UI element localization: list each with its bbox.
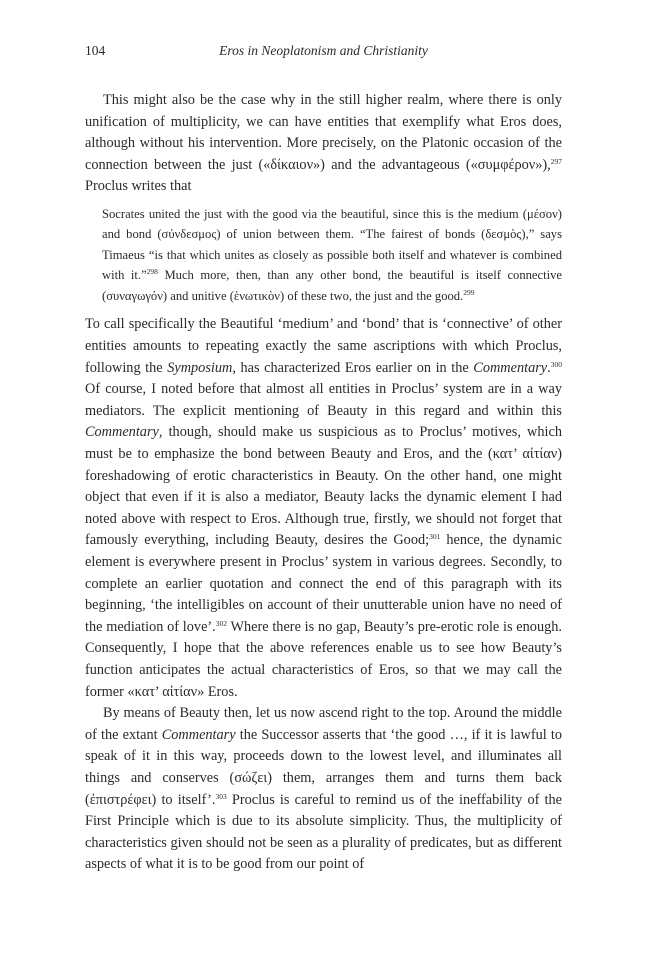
- footnote-ref-303[interactable]: 303: [215, 791, 227, 801]
- paragraph-2: To call specifically the Beautiful ‘medium’ and ‘bond’ that is ‘connective’ of other entities amounts to repeating exactly the same ascriptions with which Proclus, following the Symposium, has characterized Eros earlier on in the Commentary.$^{300}$ Of course, I noted before that almost all entities in Proclus’ system are in a way mediators. The explicit mentioning of Beauty in this regard and within this Commentary, though, should make us suspicious as to Proclus’ motives, which must be to emphasize the bond between Beauty and Eros, and the (κατ’ αἰτίαν) foreshadowing of erotic characteristics in Beauty. On the other hand, one might object that even if it is also a mediator, Beauty lacks the dynamic element I had noted above with respect to Eros. Although true, firstly, we should not forget that famously everything, including Beauty, desires the Good;$^{301}$ hence, the dynamic element is everywhere present in Proclus’ system in various degrees. Secondly, to complete an earlier quotation and connect the end of this paragraph with its beginning, ‘the intelligibles on account of their unutterable union have no need of the mediation of love’.$^{302}$ Where there is no gap, Beauty’s pre-erotic role is enough. Consequently, I hope that the above references enable us to see how Beauty’s function anticipates the actual characteristics of Eros, so that we may call the former «κατ’ αἰτίαν» Eros.: [85, 316, 563, 700]
- paragraph-1: This might also be the case why in the still higher realm, where there is only unification of multiplicity, we can have entities that exemplify what Eros does, although without his intervention. More precisely, on the Platonic occasion of the connection between the just («δίκαιον») and the advantageous («συμφέρον»),$^{297}$ Proclus writes that: [85, 92, 562, 195]
- footnote-ref-301[interactable]: 301: [429, 532, 441, 542]
- footnote-ref-302[interactable]: 302: [215, 618, 227, 628]
- page-number: 104: [85, 43, 106, 58]
- running-title: Eros in Neoplatonism and Christianity: [219, 43, 428, 58]
- block-quote: Socrates united the just with the good via the beautiful, since this is the medium (μέσον) and bond (σύνδεσμος) of union between them. “The fairest of bonds (δεσμὸς),” says Timaeus “is that which unites as closely as possible both itself and whatever is combined with it.”$^{298}$ Much more, then, than any other bond, the beautiful is itself connective (συναγωγόν) and unitive (ἑνωτικὸν) of these two, the just and the good.$^{299}$: [102, 206, 562, 303]
- footnote-ref-297[interactable]: 297: [550, 156, 562, 166]
- page-header: [85, 40, 562, 62]
- book-page: [85, 40, 563, 873]
- footnote-ref-299[interactable]: 299: [463, 287, 475, 297]
- paragraph-3: By means of Beauty then, let us now ascend right to the top. Around the middle of the extant Commentary the Successor asserts that ‘the good …, if it is lawful to speak of it in this way, proceeds down to the lowest level, and illuminates all things and conserves (σώζει) them, arranges them and turns them back (ἐπιστρέφει) to itself’.$^{303}$ Proclus is careful to remind us of the ineffability of the First Principle which is due to its absolute simplicity. Thus, the multiplicity of characteristics given should not be seen as a plurality of predicates, but as different aspects of what it is to be good from our point of: [85, 705, 563, 873]
- body-text: [85, 90, 562, 876]
- footnote-ref-298[interactable]: 298: [146, 267, 158, 277]
- footnote-ref-300[interactable]: 300: [550, 359, 562, 369]
